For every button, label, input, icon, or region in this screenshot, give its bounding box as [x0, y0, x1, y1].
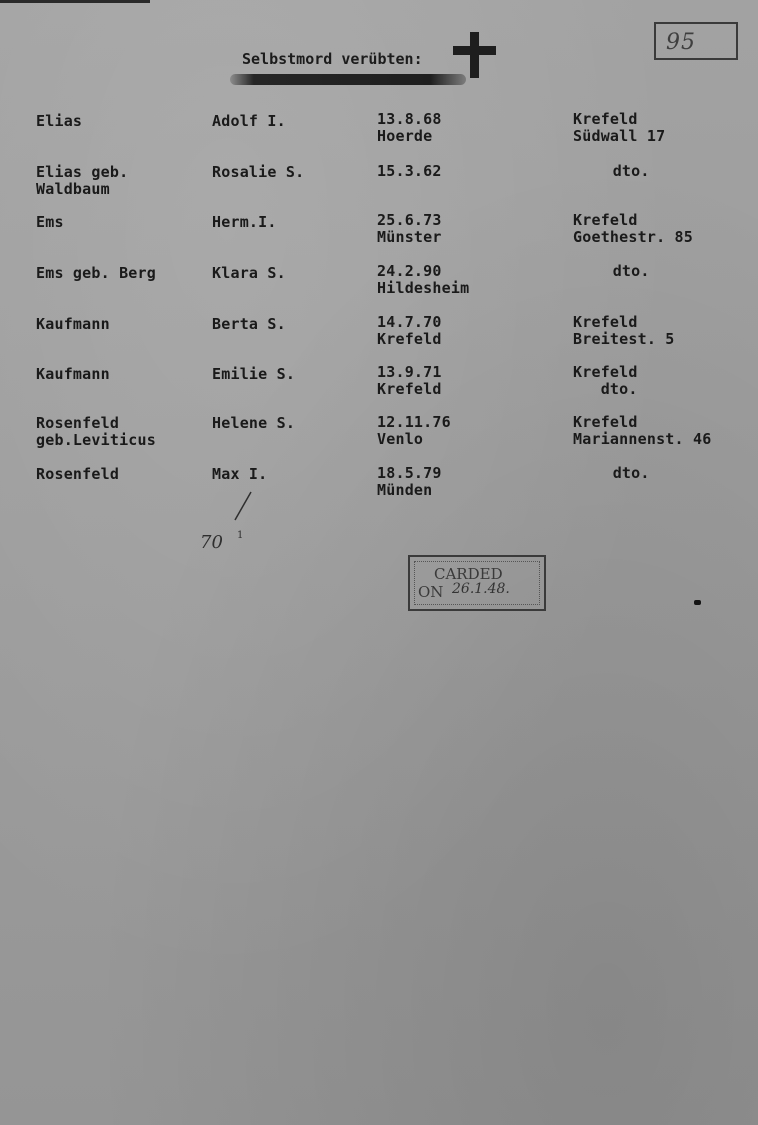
stamp-date: 26.1.48.: [452, 581, 510, 597]
page-number: 95: [666, 30, 696, 55]
record-birth: 14.7.70 Krefeld: [377, 313, 442, 348]
carded-stamp: [408, 555, 546, 611]
record-birth: 12.11.76 Venlo: [377, 413, 451, 448]
title-underline: [230, 74, 466, 85]
record-residence: Krefeld dto.: [573, 363, 638, 398]
record-surname: Kaufmann: [36, 365, 110, 383]
record-birth: 13.8.68 Hoerde: [377, 110, 442, 145]
record-residence: Krefeld Goethestr. 85: [573, 211, 693, 246]
stamp-carded-label: CARDED: [434, 565, 503, 583]
page-edge-shadow: [0, 0, 150, 3]
record-surname: Elias: [36, 112, 83, 130]
record-residence: Krefeld Breitest. 5: [573, 313, 675, 348]
record-given-name: Helene S.: [212, 414, 296, 432]
record-given-name: Klara S.: [212, 264, 286, 282]
record-surname: Rosenfeld geb.Leviticus: [36, 414, 156, 449]
record-birth: 24.2.90 Hildesheim: [377, 262, 470, 297]
record-residence: dto.: [585, 162, 650, 180]
record-surname: Ems geb. Berg: [36, 264, 156, 282]
record-birth: 18.5.79 Münden: [377, 464, 442, 499]
record-given-name: Max I.: [212, 465, 268, 483]
record-given-name: Rosalie S.: [212, 163, 305, 181]
svg-text:1: 1: [237, 530, 244, 541]
document-title: Selbstmord verübten:: [242, 50, 423, 68]
record-residence: dto.: [585, 464, 650, 482]
record-given-name: Emilie S.: [212, 365, 296, 383]
page-number-box: [654, 22, 738, 60]
cross-icon: [450, 30, 500, 80]
record-surname: Elias geb. Waldbaum: [36, 163, 129, 198]
record-birth: 25.6.73 Münster: [377, 211, 442, 246]
record-surname: Rosenfeld: [36, 465, 120, 483]
stamp-on-label: ON: [418, 583, 444, 601]
record-residence: Krefeld Südwall 17: [573, 110, 666, 145]
record-birth: 15.3.62: [377, 162, 442, 180]
ink-dot: [694, 600, 701, 605]
record-residence: Krefeld Mariannenst. 46: [573, 413, 712, 448]
handwritten-note: [195, 490, 265, 560]
record-given-name: Adolf I.: [212, 112, 286, 130]
record-birth: 13.9.71 Krefeld: [377, 363, 442, 398]
record-given-name: Berta S.: [212, 315, 286, 333]
record-surname: Ems: [36, 213, 64, 231]
record-residence: dto.: [585, 262, 650, 280]
record-surname: Kaufmann: [36, 315, 110, 333]
record-given-name: Herm.I.: [212, 213, 277, 231]
handwritten-note-text: 70: [200, 532, 223, 553]
